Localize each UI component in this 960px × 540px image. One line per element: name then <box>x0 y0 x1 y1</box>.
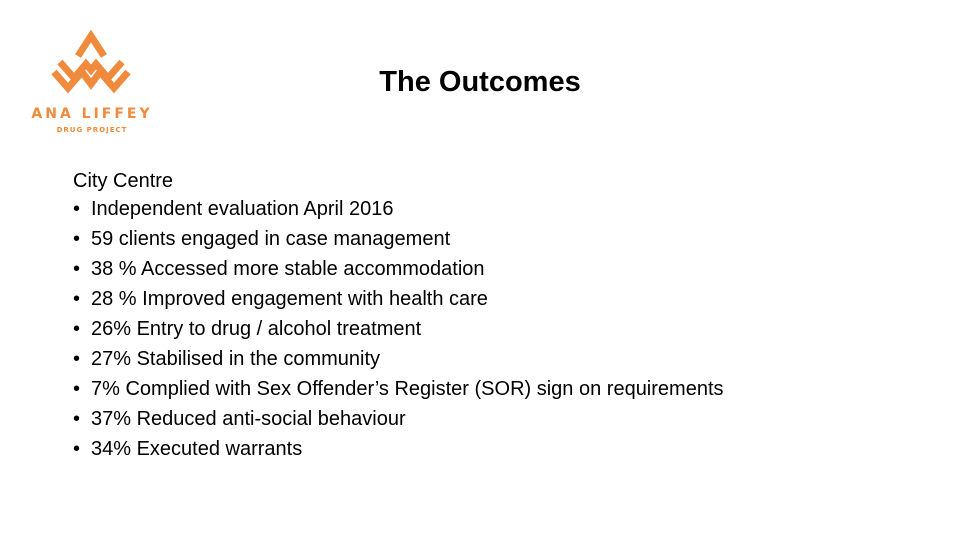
bullet-icon: • <box>73 288 81 310</box>
list-item-text: 37% Reduced anti-social behaviour <box>91 408 406 430</box>
bullet-icon: • <box>73 258 81 280</box>
list-item <box>73 284 893 314</box>
bullet-icon: • <box>73 318 81 340</box>
bullet-icon: • <box>73 198 81 220</box>
bullet-icon: • <box>73 348 81 370</box>
bullet-icon: • <box>73 408 81 430</box>
list-item <box>73 404 893 434</box>
list-item-text: 27% Stabilised in the community <box>91 348 381 370</box>
outcome-list <box>73 194 893 464</box>
slide-title: The Outcomes <box>379 66 581 98</box>
list-item-text: 28 % Improved engagement with health care <box>91 288 488 310</box>
ana-liffey-logo-mark-icon <box>48 28 134 104</box>
bullet-icon: • <box>73 378 81 400</box>
list-item <box>73 434 893 464</box>
logo-subtitle: DRUG PROJECT <box>56 126 128 134</box>
list-item <box>73 314 893 344</box>
list-item <box>73 254 893 284</box>
list-item-text: Independent evaluation April 2016 <box>91 198 394 220</box>
logo <box>24 28 160 138</box>
list-item-text: 34% Executed warrants <box>91 438 303 460</box>
list-item <box>73 194 893 224</box>
list-item-text: 38 % Accessed more stable accommodation <box>91 258 485 280</box>
bullet-icon: • <box>73 228 81 250</box>
list-item-text: 59 clients engaged in case management <box>91 228 451 250</box>
bullet-icon: • <box>73 438 81 460</box>
section-heading: City Centre <box>73 170 174 192</box>
list-item <box>73 374 893 404</box>
list-item <box>73 224 893 254</box>
list-item <box>73 344 893 374</box>
list-item-text: 26% Entry to drug / alcohol treatment <box>91 318 422 340</box>
logo-name: ANA LIFFEY <box>31 106 153 122</box>
slide-content <box>73 168 893 464</box>
list-item-text: 7% Complied with Sex Offender’s Register (SOR) sign on requirements <box>91 378 724 400</box>
